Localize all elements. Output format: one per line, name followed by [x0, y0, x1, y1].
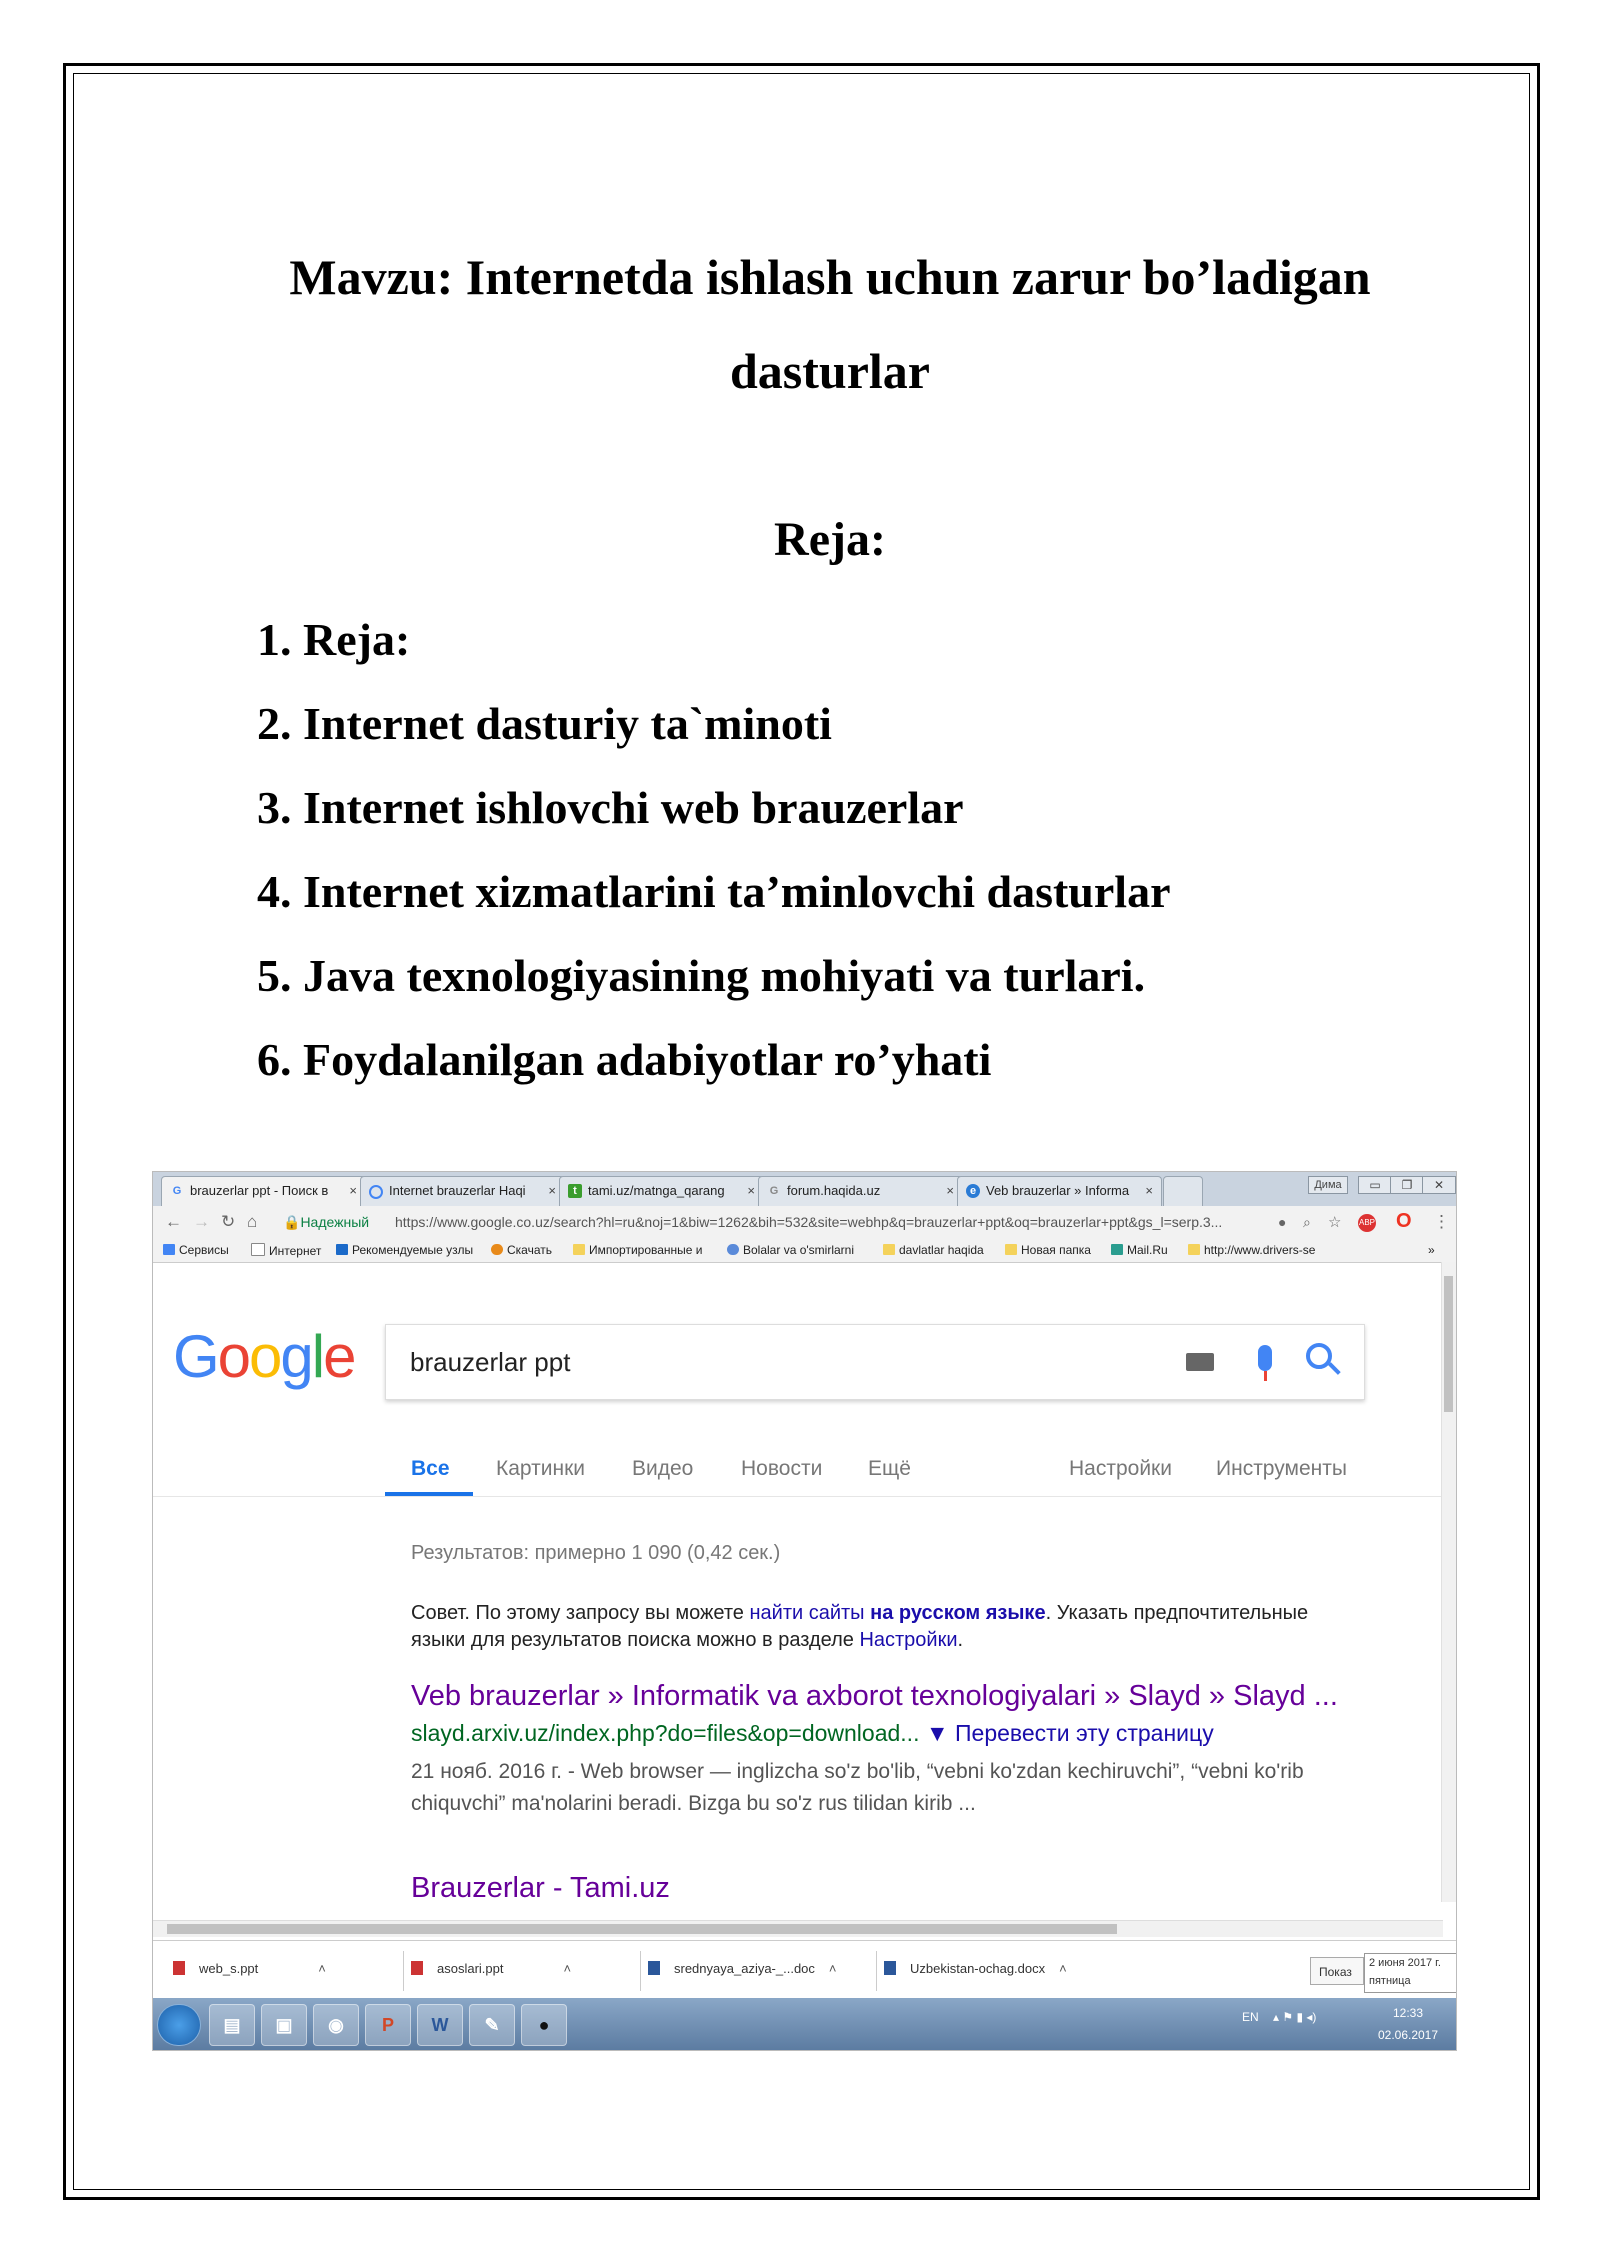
bookmark-item[interactable]: Mail.Ru [1111, 1243, 1168, 1257]
tab-video[interactable]: Видео [632, 1457, 694, 1480]
tab-label: forum.haqida.uz [787, 1183, 881, 1198]
downloads-bar [153, 1940, 1456, 1999]
word-icon[interactable]: W [417, 2004, 463, 2046]
save-icon[interactable]: ▣ [261, 2004, 307, 2046]
russian-language-link[interactable]: на русском языке [870, 1602, 1046, 1624]
vertical-scrollbar[interactable] [1441, 1262, 1456, 1902]
doc-file-icon [884, 1961, 896, 1975]
back-icon[interactable]: ← [165, 1212, 182, 1231]
home-icon[interactable]: ⌂ [247, 1212, 258, 1231]
chevron-up-icon: ˄ [318, 1961, 326, 1976]
minimize-icon[interactable]: ▭ [1358, 1176, 1392, 1194]
date-tooltip: 2 июня 2017 г. пятница [1364, 1953, 1457, 1993]
results-count: Результатов: примерно 1 090 (0,42 сек.) [411, 1542, 781, 1564]
google-g-icon: G [172, 1185, 182, 1197]
download-item[interactable]: srednyaya_aziya-_...doc ˄ [648, 1961, 837, 1976]
explorer-icon[interactable]: ▤ [209, 2004, 255, 2046]
tab-label: brauzerlar ppt - Поиск в [190, 1183, 329, 1198]
globe-icon [369, 1185, 383, 1199]
browser-screenshot [152, 1171, 1457, 2051]
bookmark-item[interactable]: davlatlar haqida [883, 1243, 984, 1257]
browser-tab[interactable] [957, 1176, 1162, 1206]
tab-images[interactable]: Картинки [496, 1457, 585, 1480]
find-sites-link[interactable]: найти сайты [749, 1602, 871, 1624]
beeline-icon[interactable]: ● [521, 2004, 567, 2046]
browser-tab[interactable] [758, 1176, 963, 1206]
show-all-button[interactable]: Показ [1310, 1957, 1364, 1985]
bookmark-item[interactable]: Скачать [491, 1243, 552, 1257]
powerpoint-icon[interactable]: P [365, 2004, 411, 2046]
plan-item: 1. Reja: [257, 614, 411, 665]
reload-icon[interactable]: ↻ [221, 1212, 236, 1231]
extension-icon[interactable]: ● [1278, 1214, 1287, 1230]
chevron-up-icon: ˄ [563, 1961, 572, 1976]
tab-news[interactable]: Новости [741, 1457, 823, 1480]
tab-label: Internet brauzerlar Haqi [389, 1183, 526, 1198]
globe-icon: e [966, 1184, 980, 1198]
bookmarks-more[interactable]: » [1428, 1243, 1435, 1257]
tab-label: Veb brauzerlar » Informa [986, 1183, 1130, 1198]
search-box[interactable] [385, 1324, 1365, 1400]
ppt-file-icon [411, 1961, 423, 1975]
result-title[interactable]: Brauzerlar - Tami.uz [411, 1872, 670, 1904]
language-indicator[interactable]: EN [1242, 2010, 1259, 2024]
close-icon[interactable]: × [548, 1183, 556, 1198]
scroll-thumb[interactable] [1444, 1276, 1453, 1412]
download-item[interactable]: web_s.ppt ˄ [173, 1961, 326, 1976]
tab-settings[interactable]: Настройки [1069, 1457, 1172, 1480]
bookmarks-bar [153, 1238, 1456, 1263]
url-field[interactable]: https://www.google.co.uz/search?hl=ru&noj=1&biw=1262&bih=532&site=webhp&q=brauzerlar+ppt&oq=brauzerlar+ppt&gs_l=serp.3... [395, 1214, 1223, 1230]
chevron-up-icon: ˄ [1059, 1961, 1067, 1976]
plan-item: 4. Internet xizmatlarini ta’minlovchi dasturlar [257, 866, 1171, 917]
browser-tab[interactable] [360, 1176, 565, 1206]
search-icon[interactable] [1306, 1343, 1332, 1369]
close-icon[interactable]: × [349, 1183, 357, 1198]
forward-icon[interactable]: → [193, 1212, 210, 1231]
plan-heading: Reja: [774, 513, 886, 566]
clock[interactable]: 12:33 02.06.2017 [1377, 2006, 1439, 2042]
tab-all[interactable]: Все [411, 1457, 450, 1480]
doc-file-icon [648, 1961, 660, 1975]
tab-label: tami.uz/matnga_qarang [588, 1183, 725, 1198]
app-icon[interactable]: ✎ [469, 2004, 515, 2046]
google-logo[interactable]: Google [173, 1323, 355, 1390]
plan-item: 6. Foydalanilgan adabiyotlar ro’yhati [257, 1034, 992, 1085]
keyboard-icon[interactable] [1186, 1353, 1214, 1371]
microphone-icon[interactable] [1258, 1345, 1272, 1371]
tray-icons[interactable]: ▴ ⚑ ▮ ◂) [1273, 2010, 1317, 2024]
download-item[interactable]: asoslari.ppt ˄ [411, 1961, 571, 1976]
page-title: Mavzu: Internetda ishlash uchun zarur bo’ladigan dasturlar [289, 249, 1371, 399]
tab-tools[interactable]: Инструменты [1216, 1457, 1347, 1480]
plan-list [257, 608, 1171, 1112]
close-window-icon[interactable]: ✕ [1422, 1176, 1456, 1194]
close-icon[interactable]: × [747, 1183, 755, 1198]
tami-icon: t [568, 1184, 582, 1198]
close-icon[interactable]: × [1145, 1183, 1153, 1198]
new-tab-button[interactable] [1163, 1176, 1203, 1206]
adblock-icon[interactable]: ABP [1358, 1214, 1376, 1232]
bookmark-item[interactable]: Импортированные и [573, 1243, 703, 1257]
horizontal-scrollbar[interactable] [153, 1920, 1443, 1937]
chevron-up-icon: ˄ [828, 1961, 837, 1976]
settings-link[interactable]: Настройки [859, 1629, 958, 1651]
download-item[interactable]: Uzbekistan-ochag.docx ˄ [884, 1961, 1067, 1976]
secure-label: 🔒Надежный [283, 1214, 370, 1230]
opera-icon[interactable]: O [1396, 1210, 1412, 1232]
ppt-file-icon [173, 1961, 185, 1975]
result-title[interactable]: Veb brauzerlar » Informatik va axborot texnologiyalari » Slayd » Slayd ... [411, 1680, 1338, 1712]
address-bar [153, 1206, 1456, 1239]
browser-tab[interactable] [161, 1176, 366, 1206]
browser-tab[interactable] [559, 1176, 764, 1206]
bookmark-item[interactable]: Новая папка [1005, 1243, 1091, 1257]
plan-item: 3. Internet ishlovchi web brauzerlar [257, 782, 964, 833]
chrome-icon[interactable]: ◉ [313, 2004, 359, 2046]
result-snippet: 21 нояб. 2016 г. - Web browser — inglizcha so'z bo'lib, “vebni ko'zdan kechiruvchi”, “vebni ko'rib chiquvchi” ma'nolarini beradi. Bizga bu so'z rus tilidan kirib ... [411, 1760, 1304, 1815]
plan-item: 2. Internet dasturiy ta`minoti [257, 698, 832, 749]
bookmark-item[interactable]: Рекомендуемые узлы [336, 1243, 473, 1257]
tab-strip [153, 1172, 1456, 1206]
bookmark-item[interactable]: Интернет [251, 1243, 321, 1258]
plan-item: 5. Java texnologiyasining mohiyati va turlari. [257, 950, 1146, 1001]
divider [153, 1496, 1443, 1497]
restore-icon[interactable]: ❐ [1390, 1176, 1424, 1194]
menu-icon[interactable]: ⋮ [1433, 1212, 1450, 1231]
language-tip: Совет. По этому запросу вы можете найти сайты на русском языке. Указать предпочтительные языки для результатов поиска можно в разделе Настройки. [411, 1602, 1309, 1651]
google-g-icon: G [769, 1185, 779, 1197]
zoom-icon[interactable]: ⌕ [1303, 1214, 1311, 1230]
close-icon[interactable]: × [946, 1183, 954, 1198]
start-button-icon[interactable] [157, 2004, 201, 2046]
search-input[interactable]: brauzerlar ppt [410, 1347, 571, 1377]
tab-more[interactable]: Ещё [868, 1457, 911, 1480]
taskbar [153, 1998, 1456, 2051]
translate-link[interactable]: ▼ Перевести эту страницу [925, 1720, 1214, 1746]
user-button[interactable]: Дима [1308, 1176, 1348, 1194]
star-icon[interactable]: ☆ [1328, 1214, 1342, 1231]
bookmark-item[interactable]: Bolalar va o'smirlarni [727, 1243, 854, 1257]
result-url: slayd.arxiv.uz/index.php?do=files&op=download... ▼ Перевести эту страницу [411, 1720, 1214, 1746]
bookmark-item[interactable]: Сервисы [163, 1243, 229, 1257]
bookmark-item[interactable]: http://www.drivers-se [1188, 1243, 1315, 1257]
scroll-thumb[interactable] [167, 1924, 1117, 1934]
